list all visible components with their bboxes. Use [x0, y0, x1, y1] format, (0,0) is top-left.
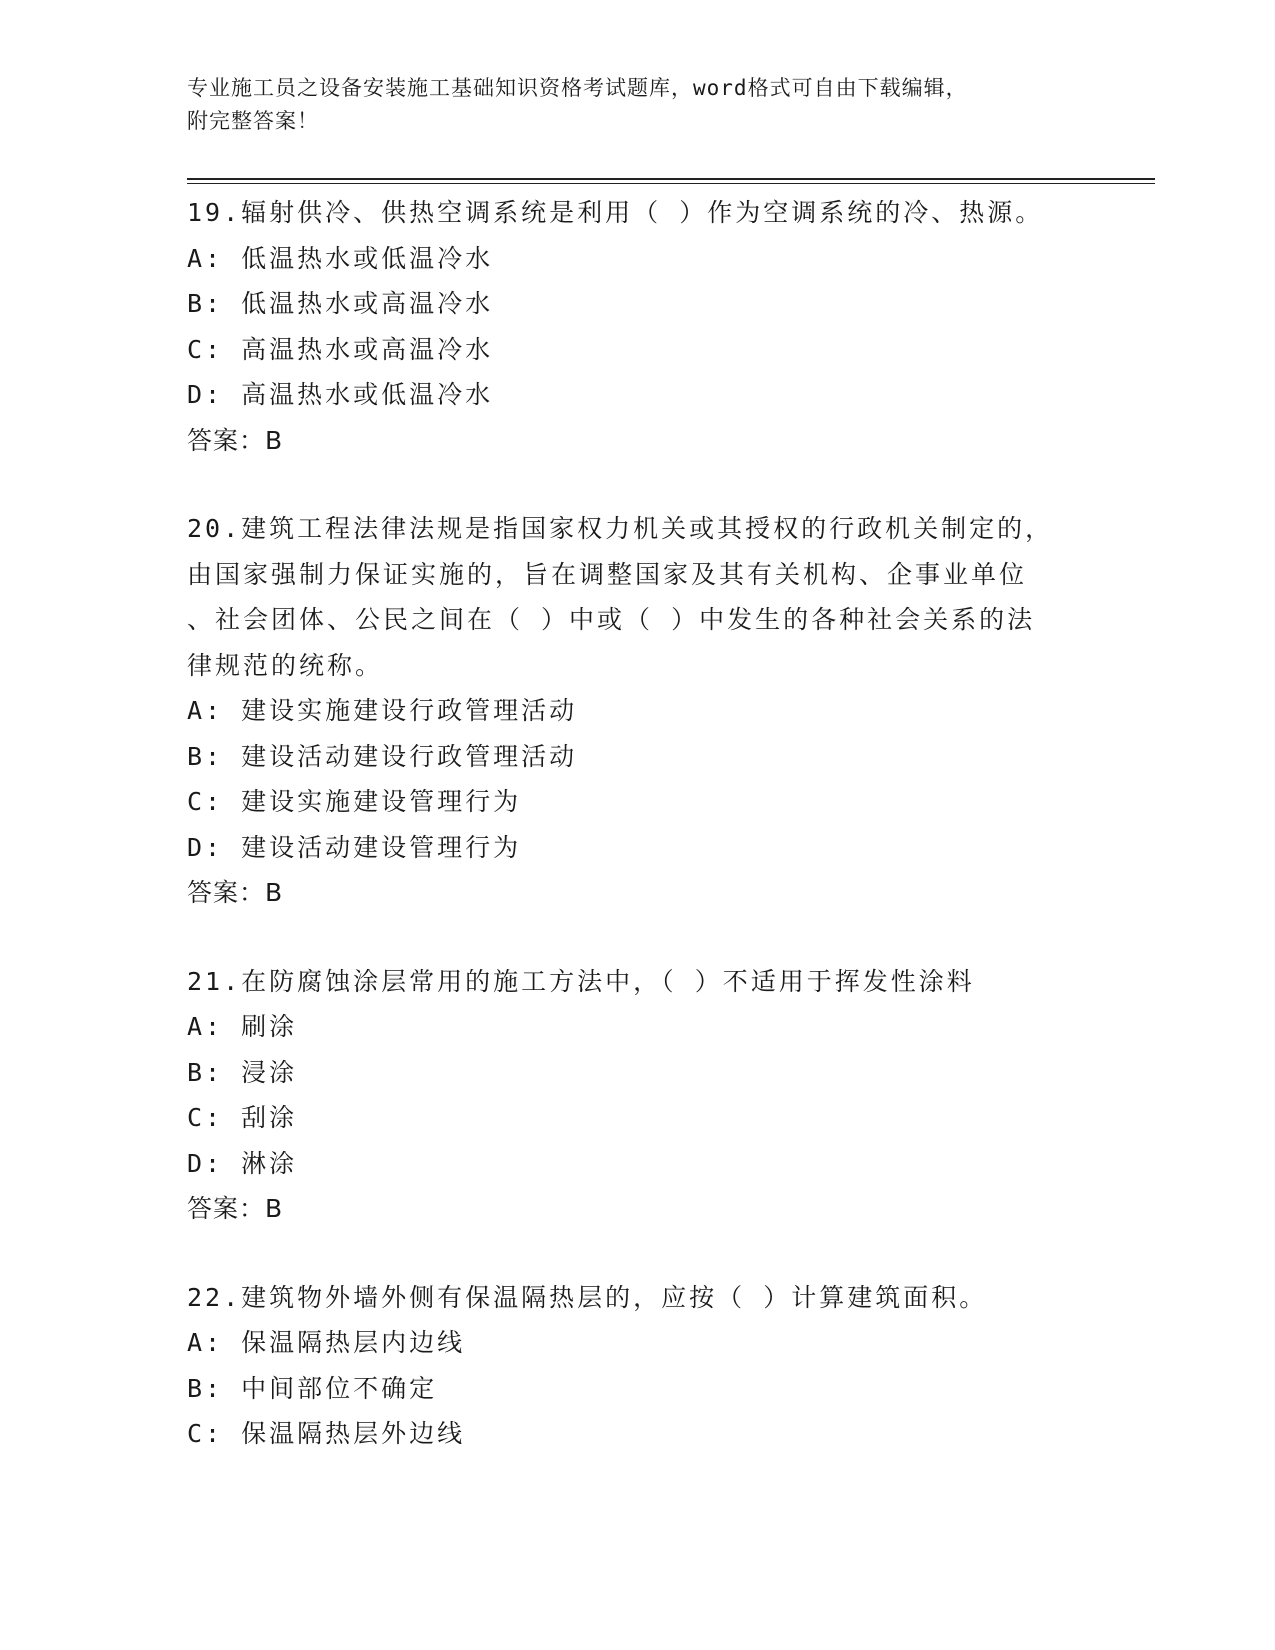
option-a: A: 保温隔热层内边线	[187, 1328, 466, 1357]
document-header	[187, 72, 1167, 138]
option-a: A: 刷涂	[187, 1012, 298, 1041]
header-line: 附完整答案！	[187, 109, 319, 133]
question-stem: 律规范的统称。	[187, 650, 384, 680]
question-stem: 21.在防腐蚀涂层常用的施工方法中，（ ）不适用于挥发性涂料	[187, 966, 975, 996]
option-d: D: 建设活动建设管理行为	[187, 832, 522, 862]
option-b: B: 低温热水或高温冷水	[187, 289, 494, 318]
header-divider-thin	[187, 183, 1155, 184]
question-stem: 20.建筑工程法律法规是指国家权力机关或其授权的行政机关制定的，	[187, 514, 1054, 543]
option-c: C: 高温热水或高温冷水	[187, 334, 494, 364]
question-stem: 19.辐射供冷、供热空调系统是利用（ ）作为空调系统的冷、热源。	[187, 198, 1044, 227]
option-a: A: 低温热水或低温冷水	[187, 243, 494, 273]
option-b: B: 建设活动建设行政管理活动	[187, 741, 578, 771]
header-line: 专业施工员之设备安装施工基础知识资格考试题库，word格式可自由下载编辑，	[187, 76, 968, 100]
question-20	[187, 506, 1167, 916]
option-b: B: 中间部位不确定	[187, 1373, 438, 1403]
option-b: B: 浸涂	[187, 1057, 298, 1087]
answer: 答案：B	[187, 1194, 284, 1223]
answer: 答案：B	[187, 878, 284, 907]
question-21	[187, 959, 1167, 1232]
question-stem: 22.建筑物外墙外侧有保温隔热层的，应按（ ）计算建筑面积。	[187, 1282, 988, 1312]
option-c: C: 建设实施建设管理行为	[187, 787, 522, 816]
header-divider	[187, 178, 1155, 180]
question-list	[187, 190, 1167, 1500]
option-c: C: 保温隔热层外边线	[187, 1419, 466, 1448]
question-stem: 由国家强制力保证实施的，旨在调整国家及其有关机构、企事业单位	[187, 559, 1028, 589]
option-c: C: 刮涂	[187, 1103, 298, 1132]
question-stem: 、社会团体、公民之间在（ ）中或（ ）中发生的各种社会关系的法	[187, 605, 1036, 634]
option-a: A: 建设实施建设行政管理活动	[187, 696, 578, 725]
option-d: D: 高温热水或低温冷水	[187, 380, 494, 409]
question-22	[187, 1275, 1167, 1457]
question-19	[187, 190, 1167, 463]
answer: 答案：B	[187, 425, 284, 455]
option-d: D: 淋涂	[187, 1148, 298, 1178]
